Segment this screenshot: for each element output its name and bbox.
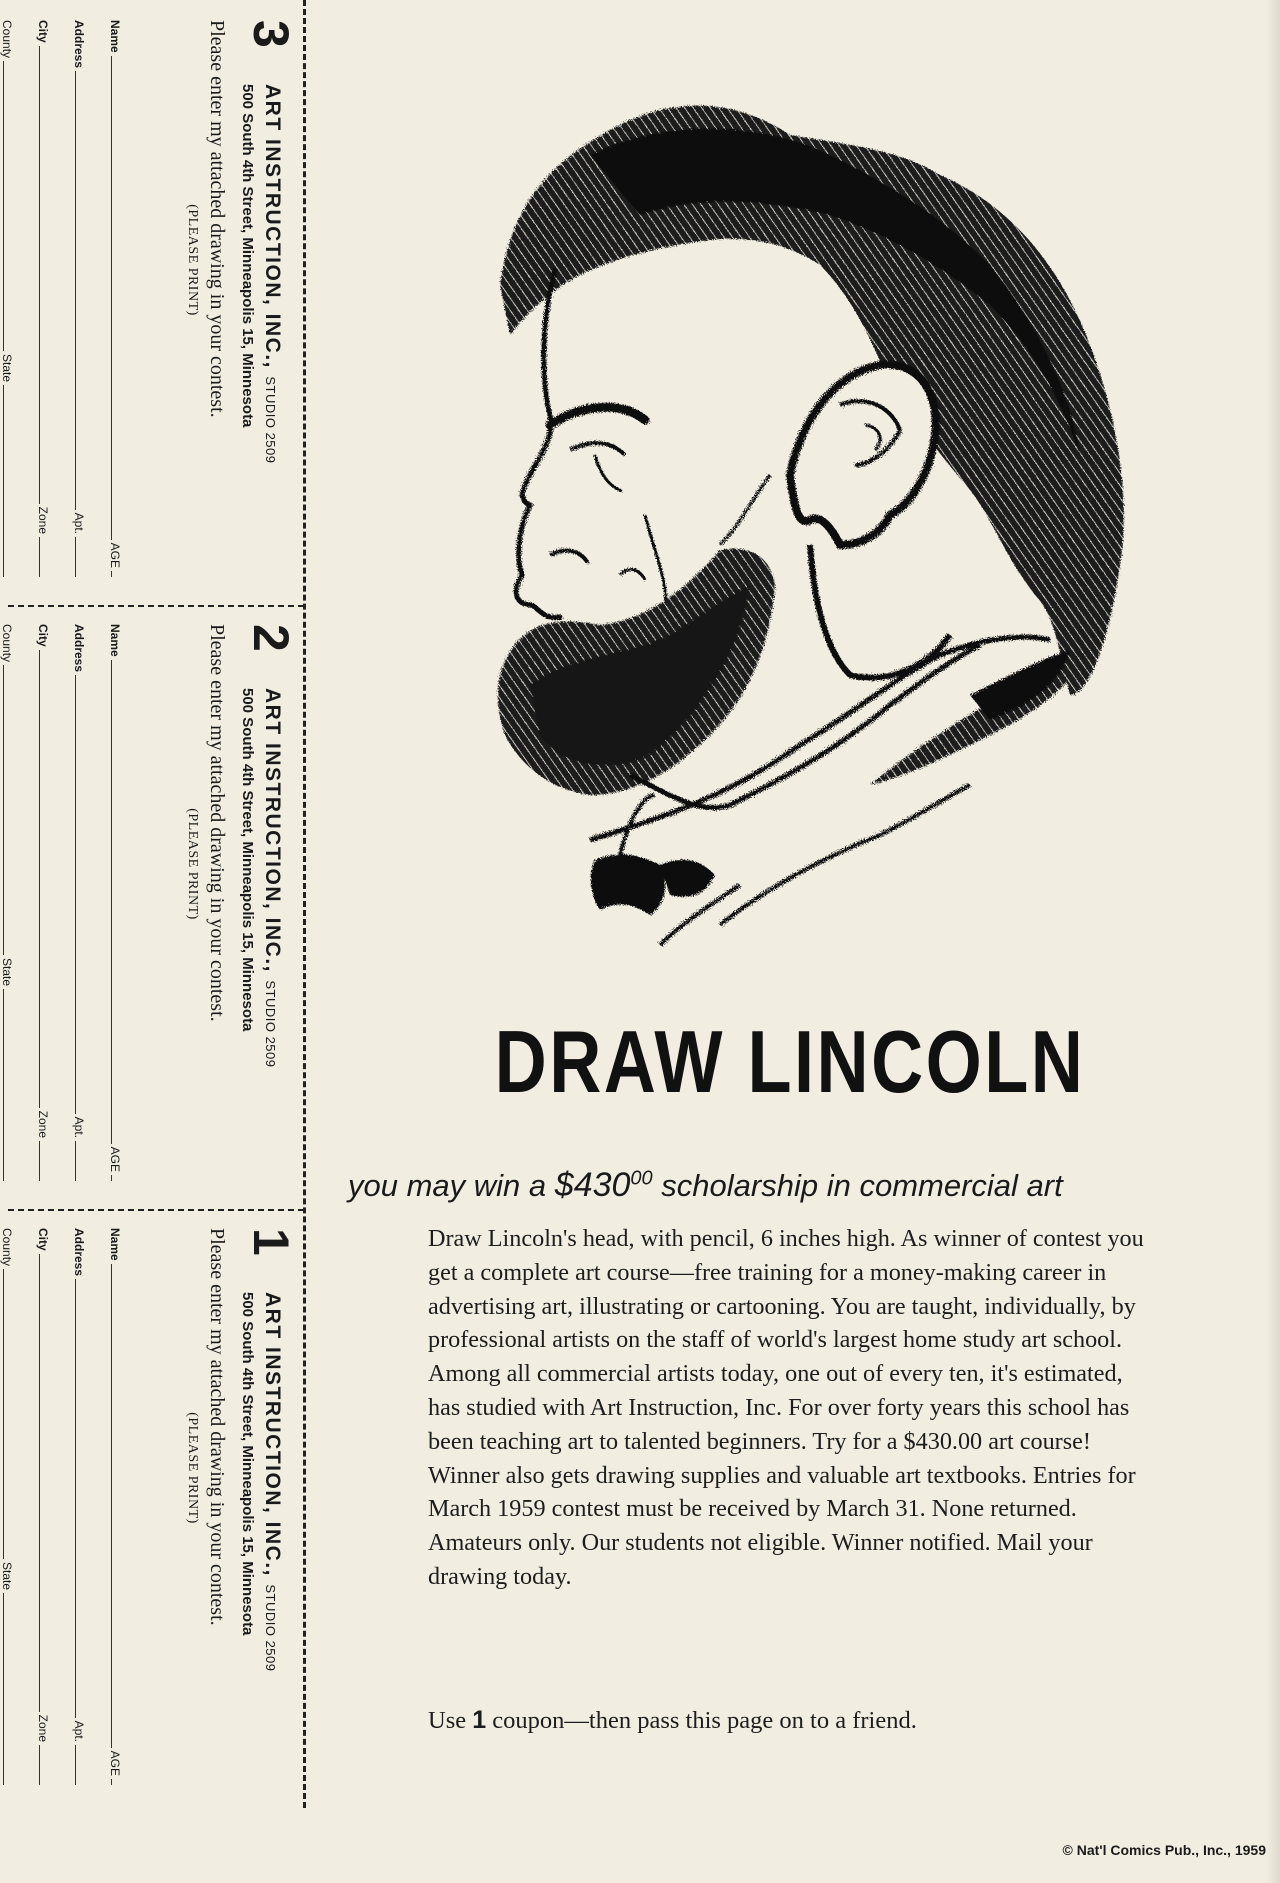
coupon-form [0,1228,144,1788]
tagline: you may win a $\$430^{00}$ scholarship in commercial art [348,1166,1063,1204]
name-label: Name [108,20,122,53]
zone-label: Zone [36,1714,50,1742]
age-field[interactable] [111,571,112,577]
zone-label: Zone [36,506,50,534]
coupon-please-print: (PLEASE PRINT) [185,204,200,316]
name-field[interactable] [111,56,112,540]
coupon-address: 500 South 4th Street, Minneapolis 15, Minnesota [239,688,256,1032]
city-field[interactable] [39,46,40,504]
coupon-number: 2 [243,624,299,652]
county-field[interactable] [3,61,4,351]
apt-field[interactable] [75,1141,76,1181]
address-label: Address [72,1228,86,1277]
coupon-company: ART INSTRUCTION, INC., STUDIO 2509 [261,1292,284,1672]
state-field[interactable] [3,989,4,1181]
state-field[interactable] [3,385,4,577]
apt-label: Apt. [72,1116,86,1138]
age-field[interactable] [111,1779,112,1785]
city-label: City [36,1228,50,1251]
zone-label: Zone [36,1110,50,1138]
state-label: State [0,1562,14,1591]
coupon-form [0,20,144,580]
name-field[interactable] [111,1264,112,1748]
county-field[interactable] [3,1269,4,1559]
coupon-1 [0,1214,300,1814]
coupon-number: 3 [243,20,299,48]
address-label: Address [72,20,86,69]
copyright-notice: © Nat'l Comics Pub., Inc., 1959 [1062,1842,1266,1858]
name-label: Name [108,624,122,657]
county-label: County [0,1228,14,1267]
coupon-address: 500 South 4th Street, Minneapolis 15, Minnesota [239,1292,256,1636]
coupon-please-print: (PLEASE PRINT) [185,1412,200,1524]
zone-field[interactable] [39,1745,40,1785]
apt-field[interactable] [75,537,76,577]
address-field[interactable] [75,71,76,510]
coupon-cut-line [8,605,304,607]
coupon-please-print: (PLEASE PRINT) [185,808,200,920]
state-field[interactable] [3,1593,4,1785]
age-field[interactable] [111,1175,112,1181]
apt-label: Apt. [72,1720,86,1742]
address-label: Address [72,624,86,673]
city-label: City [36,624,50,647]
coupon-3 [0,6,300,606]
state-label: State [0,958,14,987]
age-label: AGE [108,1146,122,1172]
state-label: State [0,354,14,383]
coupon-instruction-line: Use 1 coupon—then pass this page on to a friend. [428,1706,917,1734]
address-field[interactable] [75,1279,76,1718]
coupon-instruction: Please enter my attached drawing in your contest. [206,1228,228,1626]
zone-field[interactable] [39,537,40,577]
apt-label: Apt. [72,512,86,534]
name-label: Name [108,1228,122,1261]
county-label: County [0,20,14,59]
page-edge-shadow [1266,0,1280,1883]
zone-field[interactable] [39,1141,40,1181]
contest-description [428,1222,1148,1594]
county-label: County [0,624,14,663]
county-field[interactable] [3,665,4,955]
coupon-form [0,624,144,1184]
age-label: AGE [108,542,122,568]
coupon-instruction: Please enter my attached drawing in your contest. [206,624,228,1022]
coupon-instruction: Please enter my attached drawing in your contest. [206,20,228,418]
headline: DRAW LINCOLN [494,1012,1086,1111]
coupon-address: 500 South 4th Street, Minneapolis 15, Minnesota [239,84,256,428]
city-label: City [36,20,50,43]
coupon-cut-line [8,1209,304,1211]
coupon-number: 1 [243,1228,299,1256]
coupon-company: ART INSTRUCTION, INC., STUDIO 2509 [261,84,284,464]
coupon-2 [0,610,300,1210]
apt-field[interactable] [75,1745,76,1785]
coupon-strip [0,0,308,1812]
lincoln-portrait-illustration [470,95,1150,1005]
age-label: AGE [108,1750,122,1776]
body-paragraph: Draw Lincoln's head, with pencil, 6 inches high. As winner of contest you get a complete art course—free training for a money-making career in advertising art, illustrating or cartooning. You are taught, individually, by professional artists on the staff of world's largest home study art school. Among all commercial artists today, one out of every ten, it's estimated, has studied with Art Instruction, Inc. For over forty years this school has been teaching art to talented beginners. Try for a $430.00 art course! Winner also gets drawing supplies and valuable art textbooks. Entries for March 1959 contest must be received by March 31. None returned. Amateurs only. Our students not eligible. Winner notified. Mail your drawing today. [428,1225,1144,1590]
coupon-company: ART INSTRUCTION, INC., STUDIO 2509 [261,688,284,1068]
city-field[interactable] [39,650,40,1108]
coupon-cut-line-vertical [303,0,306,1808]
name-field[interactable] [111,660,112,1144]
city-field[interactable] [39,1254,40,1712]
address-field[interactable] [75,675,76,1114]
